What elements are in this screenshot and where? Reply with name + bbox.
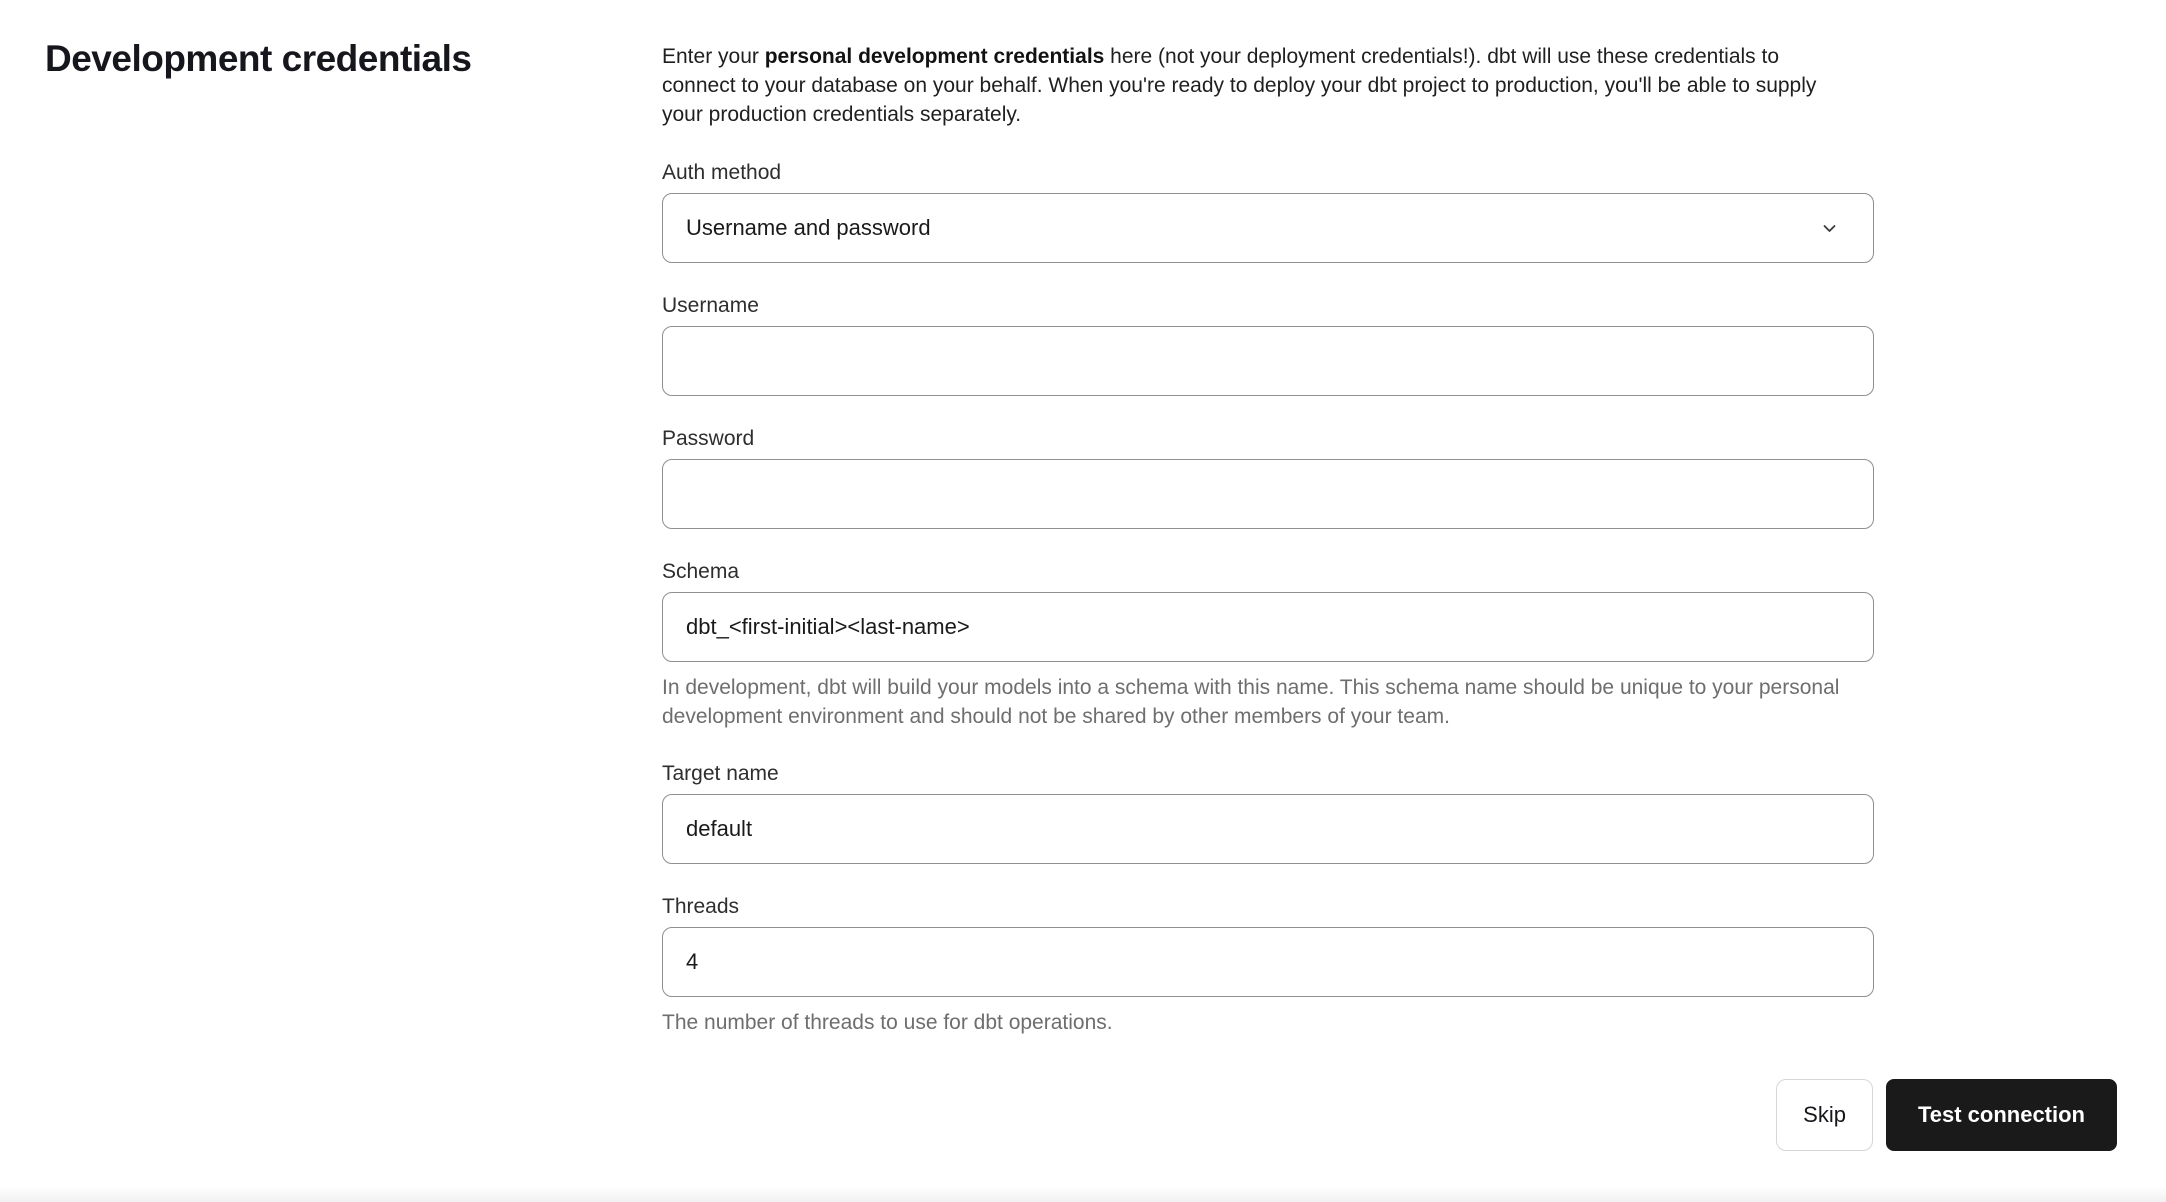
threads-help-text: The number of threads to use for dbt operations. <box>662 1011 1113 1034</box>
chevron-down-icon <box>1820 219 1839 238</box>
threads-input[interactable] <box>662 927 1874 997</box>
intro-bold: personal development credentials <box>764 45 1105 68</box>
password-input[interactable] <box>662 459 1874 529</box>
threads-label: Threads <box>662 895 740 918</box>
auth-method-label: Auth method <box>662 161 782 184</box>
schema-help-text: In development, dbt will build your models into a schema with this name. This schema name should be unique to your personal development environment and should not be shared by other members of your team. <box>662 676 1840 728</box>
schema-input[interactable] <box>662 592 1874 662</box>
test-connection-button[interactable]: Test connection <box>1886 1079 2117 1151</box>
target-name-label: Target name <box>662 762 779 785</box>
target-name-input[interactable] <box>662 794 1874 864</box>
username-input[interactable] <box>662 326 1874 396</box>
page-title: Development credentials <box>45 38 472 79</box>
intro-text <box>662 42 1852 129</box>
username-label: Username <box>662 294 759 317</box>
intro-suffix: here (not your deployment credentials!). dbt will use these credentials to connect to your database on your behalf. When you're ready to deploy your dbt project to production, you'll be able to supply your production credentials separately. <box>662 45 1817 126</box>
credentials-form <box>662 0 1874 1037</box>
schema-label: Schema <box>662 560 740 583</box>
password-label: Password <box>662 427 755 450</box>
bottom-edge-shadow <box>0 1186 2166 1202</box>
intro-prefix: Enter your <box>662 45 765 68</box>
skip-button[interactable]: Skip <box>1776 1079 1873 1151</box>
auth-method-value: Username and password <box>686 215 931 240</box>
auth-method-select[interactable] <box>662 193 1874 263</box>
form-actions <box>1776 1079 2117 1151</box>
